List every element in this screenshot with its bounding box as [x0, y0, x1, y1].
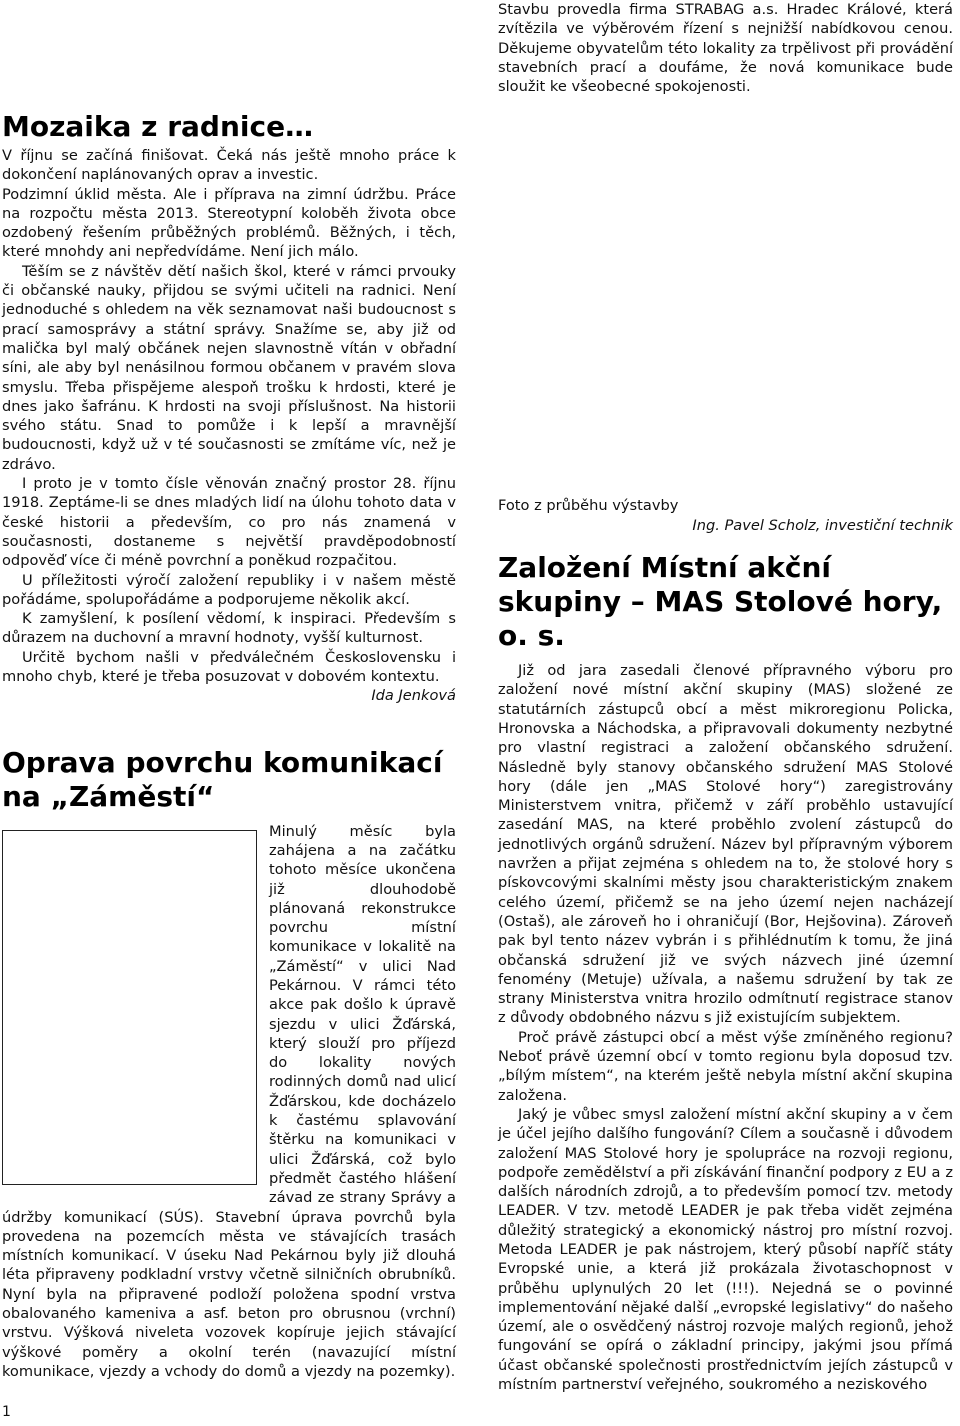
mas-paragraph-3: Jaký je vůbec smysl založení místní akční skupiny a v čem je účel jejího dalšího fungování? Cílem a současně i důvodem založení MAS Stolové hory je spolupráce na rozvoji regionu, podpoře zemědělství a při získávání finanční podpory z EU a z dalších národních zdrojů, a to především pomocí tzv. metody LEADER. V tzv. metodě LEADER je pak třeba vidět zejména důležitý strategický a ekonomický nástroj pro místní rozvoj. Metoda LEADER je pak nástrojem, který působí napříč státy Evropské unie, a která již prokázala životaschopnost v průběhu uplynulých 20 let (!!!). Nejedná se o povinné implementování nějaké další „evropské legislativy“ do našeho území, ale o osvědčený nástroj rozvoje malých regionů, jehož fungování se opírá o základní principy, jakými jsou přímá účast občanské společnosti prostřednictvím jejích zástupců v místním partnerství veřejného, soukromého a neziskového [498, 1105, 953, 1394]
photo-caption: Foto z průběhu výstavby [498, 497, 679, 515]
construction-photo-placeholder [2, 830, 257, 1185]
mosaic-signature: Ida Jenková [371, 687, 456, 705]
mosaic-paragraph-5: U příležitosti výročí založení republiky i v našem městě pořádáme, spolupořádáme a podporujeme několik akcí. [2, 571, 456, 608]
mosaic-paragraph-2: Podzimní úklid města. Ale i příprava na zimní údržbu. Práce na rozpočtu města 2013. Stereotypní koloběh života obce ozdobený řešením průběžných problémů. Běžných, i těch, které mnohdy ani nepředvídáme. Není jich málo. [2, 185, 456, 261]
page-number: 1 [2, 1404, 11, 1420]
road-paragraph-2: Stavbu provedla firma STRABAG a.s. Hradec Králové, která zvítězila ve výběrovém řízení s nejnižší nabídkovou cenou. Děkujeme obyvatelům této lokality za trpělivost při provádění stavebních prací a doufáme, že nová komunikace bude sloužit ke všeobecné spokojenosti. [498, 1, 953, 96]
mosaic-title: Mozaika z radnice… [2, 110, 314, 143]
photo-author: Ing. Pavel Scholz, investiční technik [692, 516, 953, 534]
construction-photo-area [498, 96, 953, 496]
mas-paragraph-1: Již od jara zasedali členové přípravného výboru pro založení nové místní akční skupiny (MAS) složené ze statutárních zástupců obcí a měst mikroregionu Policka, Hronovska a Náchodska, a připravovali dokumenty nezbytné pro vlastní registraci a založení občanského sdružení. Následně byly stanovy občanského sdružení MAS Stolové hory (dále jen „MAS Stolové hory“) zaregistrovány Ministerstvem vnitra, přičemž v září proběhlo ustavující zasedání MAS, na které proběhlo zvolení zástupců do jednotlivých orgánů sdružení. Název byl přípravným výborem navržen a přijat zejména s ohledem na to, že stolové hory s pískovcovými skalními městy jsou charakteristickým znakem celého území, přičemž se na jeho území nejen nacházejí (Ostaš), ale zároveň ho i ohraničují (Bor, Hejšovina). Zároveň pak byl tento název vybrán i s přihlédnutím k tomu, že jiná občanská sdružení již ve svých názvech jiné územní fenomény (Metuje) užívala, a našemu sdružení by tak ze strany Ministerstva vnitra hrozilo odmítnutí registrace stanov z důvody obdobného názvu s již existujícím subjektem. [498, 662, 953, 1027]
left-column [2, 110, 456, 1381]
mosaic-paragraph-7: Určitě bychom našli v předválečném Československu i mnoho chyb, které je třeba posuzovat v dobovém kontextu. [2, 648, 456, 686]
mosaic-paragraph-6: K zamyšlení, k posílení vědomí, k inspiraci. Především s důrazem na duchovní a mravní hodnoty, vyšší kulturnost. [2, 610, 456, 647]
mas-title: Založení Místní akční skupiny – MAS Stolové hory, o. s. [498, 551, 943, 653]
mosaic-paragraph-1: V říjnu se začíná finišovat. Čeká nás ještě mnoho práce k dokončení naplánovaných oprav a investic. [2, 147, 456, 184]
mosaic-paragraph-3: Těším se z návštěv dětí našich škol, které v rámci prvouky či občanské nauky, přijdou se svými učiteli na radnici. Není jednoduché s ohledem na věk seznamovat naši budoucnost s prací samosprávy a státní správy. Snažíme se, aby již od malička byl malý občánek nejen slavnostně vítán v obřadní síni, ale aby byl nenásilnou formou občanem v pravém slova smyslu. Třeba přispějeme alespoň trošku k hrdosti, které je dnes jako šafránu. K hrdosti na svoji příslušnost. Na historii svého státu. Snad to pomůže i k lepší a mravnější budoucnosti, když už v té současnosti se zmítáme víc, než je zdrávo. [2, 262, 456, 473]
right-column [498, 0, 953, 1394]
mosaic-paragraph-4: I proto je v tomto čísle věnován značný prostor 28. říjnu 1918. Zeptáme-li se dnes mladých lidí na úlohu tohoto data v české historii a především, co pro nás znamená v současnosti, dostaneme s největší pravděpodobností odpověď více či méně povrchní a poněkud rozpačitou. [2, 475, 456, 570]
road-paragraph-1: Minulý měsíc byla zahájena a na začátku tohoto měsíce ukončena již dlouhodobě plánovaná rekonstrukce povrchu místní komunikace v lokalitě na „Záměstí“ v ulici Nad Pekárnou. V rámci této akce pak došlo k úpravě sjezdu v ulici Žďárská, který slouží pro příjezd do lokality nových rodinných domů nad ulicí Žďárskou, kde docházelo k častému splavování štěrku na komunikaci v ulici Žďárská, což bylo předmět častého hlášení závad ze strany Správy a údržby komunikací (SÚS). Stavební úprava povrchů byla provedena na pozemcích města ve stávajících trasách místních komunikací. V úseku Nad Pekárnou byly již dlouhá léta připraveny podkladní vrstvy včetně silničních obrubníků. Nyní byla na připravené podloží položena spodní vrstva obalovaného kameniva a asf. beton pro obrusnou (vrchní) vrstvu. Výšková niveleta vozovek kopíruje jejich stávající výškové poměry a okolní terén (navazující místní komunikace, vjezdy a vchody do domů a vjezdy na pozemky). [2, 822, 456, 1380]
road-title: Oprava povrchu komunikací na „Záměstí“ [2, 745, 443, 813]
mas-paragraph-2: Proč právě zástupci obcí a měst výše zmíněného regionu? Neboť právě územní obcí v tomto regionu byla doposud tzv. „bílým místem“, na kterém ještě nebyla místní akční skupina založena. [498, 1028, 953, 1104]
